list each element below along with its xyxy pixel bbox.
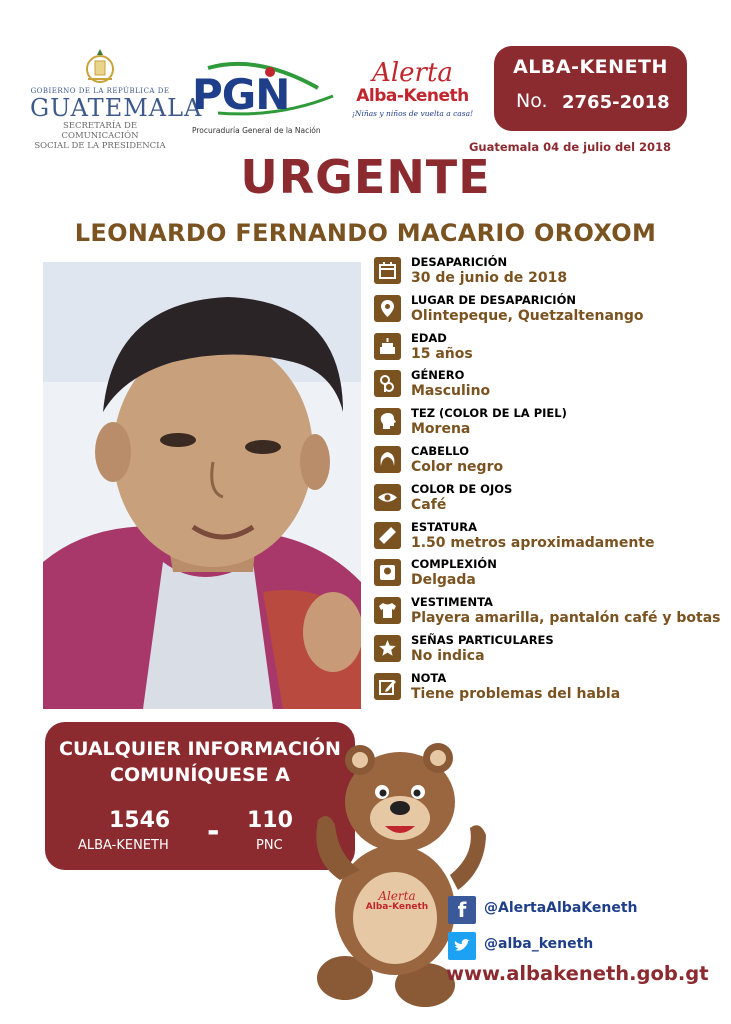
detail-row [371,518,721,556]
portrait-illustration [43,262,361,709]
detail-value: Masculino [411,383,491,400]
bear-badge-name: Alba-Keneth [365,902,429,912]
coat-of-arms-icon [82,47,118,87]
alert-title: ALBA-KENETH [513,56,668,78]
phone-alba-keneth[interactable]: 1546 [109,808,171,833]
details-list [371,253,721,707]
gt-sub2: SOCIAL DE LA PRESIDENCIA [34,141,166,151]
head-profile-icon [374,408,401,435]
detail-value: Color negro [411,458,504,475]
calendar-icon [374,257,401,284]
phone-pnc[interactable]: 110 [247,808,293,833]
facebook-icon: f [448,896,476,924]
alert-number: 2765-2018 [562,92,670,113]
detail-value: 1.50 metros aproximadamente [411,534,655,551]
detail-label: VESTIMENTA [411,595,493,610]
website-link[interactable]: www.albakeneth.gob.gt [446,962,709,985]
detail-value: No indica [411,647,485,664]
gt-name: GUATEMALA [30,94,203,122]
twitter-handle[interactable]: @alba_keneth [484,936,594,952]
detail-value: Playera amarilla, pantalón café y botas [411,610,721,627]
detail-label: LUGAR DE DESAPARICIÓN [411,292,576,307]
detail-label: DESAPARICIÓN [411,255,508,269]
detail-value: Tiene problemas del habla [411,685,621,702]
detail-label: EDAD [411,330,447,345]
alerta-name: Alba-Keneth [356,86,469,106]
contact-line1: CUALQUIER INFORMACIÓN [59,738,341,760]
detail-row [371,442,721,480]
guatemala-logo [30,45,203,155]
person-name: LEONARDO FERNANDO MACARIO OROXOM [74,219,657,247]
urgency-heading: URGENTE [240,150,491,204]
location-pin-icon [374,295,401,322]
detail-row [371,291,721,329]
birthday-cake-icon [374,333,401,360]
detail-row [371,555,721,593]
bear-badge [362,890,432,913]
alert-no-label: No. [516,90,548,112]
phone-pnc-label: PNC [256,838,283,853]
bear-badge-alerta: Alerta [378,889,416,903]
hair-icon [374,446,401,473]
detail-row [371,404,721,442]
pgn-logo [178,58,340,148]
gt-line1: GOBIERNO DE LA REPÚBLICA DE [30,87,170,95]
detail-label: COLOR DE OJOS [411,481,513,496]
detail-row [371,631,721,669]
detail-label: SEÑAS PARTICULARES [411,632,554,647]
facebook-handle[interactable]: @AlertaAlbaKeneth [484,900,638,916]
detail-value: Café [411,496,447,513]
detail-label: TEZ (COLOR DE LA PIEL) [411,406,567,421]
missing-person-photo [43,262,361,709]
note-edit-icon [374,673,401,700]
twitter-icon [448,932,476,960]
detail-value: Delgada [411,572,476,589]
detail-label: ESTATURA [411,519,478,534]
detail-value: 30 de junio de 2018 [411,270,568,286]
alerta-logo [345,60,480,140]
detail-label: CABELLO [411,443,469,458]
detail-value: 15 años [411,345,473,362]
detail-label: NOTA [411,670,447,685]
pgn-name: PGN [192,70,290,119]
detail-value: Olintepeque, Quetzaltenango [411,307,644,324]
detail-row [371,253,721,291]
phone-alba-keneth-label: ALBA-KENETH [78,838,169,853]
ruler-icon [374,522,401,549]
star-icon [374,635,401,662]
detail-row [371,366,721,404]
detail-row [371,593,721,631]
scale-icon [374,559,401,586]
detail-row [371,480,721,518]
detail-row [371,669,721,707]
phone-separator: - [207,814,220,849]
alerta-word: Alerta [372,58,453,88]
alert-number-box [494,46,687,131]
detail-value: Morena [411,421,471,438]
issue-date: Guatemala 04 de julio del 2018 [468,140,672,154]
detail-label: COMPLEXIÓN [411,557,497,572]
pgn-sub: Procuraduría General de la Nación [192,126,321,135]
alerta-slogan: ¡Niñas y niños de vuelta a casa! [351,109,474,118]
eye-icon [374,484,401,511]
gt-sub1: SECRETARÍA DE COMUNICACIÓN [61,121,139,141]
detail-label: GÉNERO [411,368,465,383]
contact-line2: COMUNÍQUESE A [110,764,290,786]
detail-row [371,329,721,367]
shirt-icon [374,597,401,624]
gender-icon [374,370,401,397]
